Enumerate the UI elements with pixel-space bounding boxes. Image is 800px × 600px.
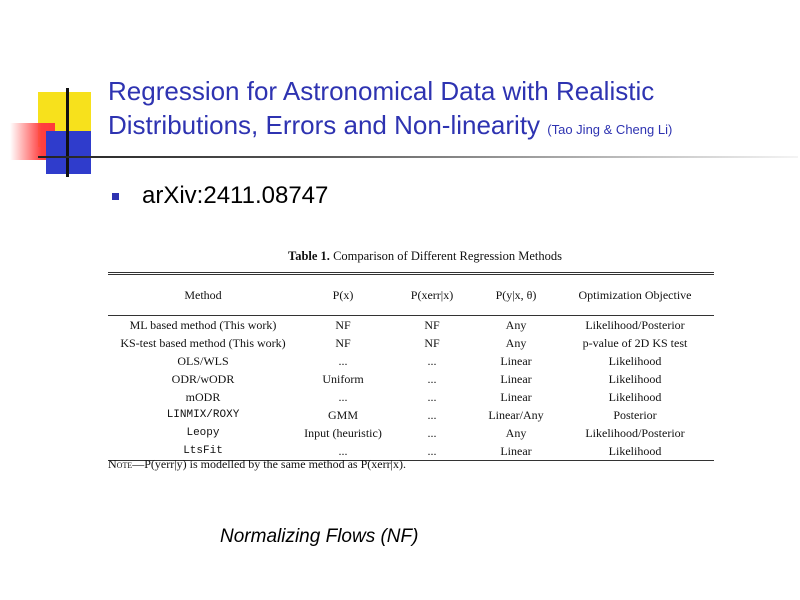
cell-method: mODR: [185, 389, 221, 404]
comparison-table: [108, 272, 714, 461]
cell-method: LtsFit: [108, 442, 298, 461]
table-caption-text: Comparison of Different Regression Methods: [333, 249, 562, 263]
cell-pxerr: NF: [424, 317, 440, 332]
cell-px: Uniform: [322, 371, 364, 386]
cell-py: Any: [505, 335, 527, 350]
cell-objective: Likelihood: [608, 353, 662, 368]
table-note-text: —P(yerr|y) is modelled by the same method as P(xerr|x).: [132, 457, 406, 471]
slide-title-line-2-text: Distributions, Errors and Non-linearity: [108, 110, 541, 140]
cell-py: Any: [505, 317, 527, 332]
cell-pxerr: ...: [427, 425, 437, 440]
cell-py: Linear: [500, 371, 532, 386]
cell-method: LINMIX/ROXY: [166, 409, 240, 421]
cell-px: GMM: [327, 407, 358, 422]
cell-method: ML based method (This work): [129, 317, 277, 332]
table-caption-label: Table 1.: [288, 249, 330, 263]
header-px: P(x): [298, 274, 388, 316]
table-row: [108, 370, 714, 388]
slide-title-line-1: Regression for Astronomical Data with Realistic: [108, 76, 655, 106]
bullet-item: [112, 182, 328, 210]
cell-objective: Likelihood: [608, 371, 662, 386]
cell-objective: Posterior: [613, 407, 657, 422]
cell-pxerr: ...: [427, 353, 437, 368]
square-bullet-icon: [112, 193, 119, 200]
cell-method: OLS/WLS: [177, 353, 229, 368]
cell-px: ...: [338, 389, 348, 404]
table-caption: [108, 249, 742, 264]
cell-pxerr: NF: [424, 335, 440, 350]
cell-pxerr: ...: [427, 407, 437, 422]
cell-pxerr: ...: [388, 442, 476, 461]
cell-px: NF: [335, 317, 351, 332]
cell-px: ...: [298, 442, 388, 461]
cell-py: Linear/Any: [488, 407, 544, 422]
header-objective: Optimization Objective: [556, 274, 714, 316]
cell-pxerr: ...: [427, 371, 437, 386]
cell-objective: Likelihood/Posterior: [585, 425, 685, 440]
normalizing-flows-label: Normalizing Flows (NF): [220, 526, 419, 547]
header-py: P(y|x, θ): [476, 274, 556, 316]
table-row: [108, 316, 714, 335]
decor-vertical-line: [66, 88, 69, 177]
table-row: [108, 388, 714, 406]
table-note: [108, 457, 406, 472]
cell-px: ...: [338, 353, 348, 368]
table-row: [108, 424, 714, 442]
cell-py: Linear: [476, 442, 556, 461]
cell-px: Input (heuristic): [304, 425, 382, 440]
cell-px: NF: [335, 335, 351, 350]
header-pxerr: P(xerr|x): [388, 274, 476, 316]
cell-py: Linear: [500, 353, 532, 368]
cell-pxerr: ...: [427, 389, 437, 404]
table-row: [108, 334, 714, 352]
slide-title-line-2: [108, 108, 672, 147]
table-row: [108, 352, 714, 370]
cell-objective: Likelihood/Posterior: [585, 317, 685, 332]
table-note-label: Note: [108, 457, 133, 471]
table-header-row: [108, 274, 714, 316]
cell-py: Any: [505, 425, 527, 440]
cell-method: KS-test based method (This work): [120, 335, 286, 350]
cell-method: Leopy: [186, 427, 220, 439]
arxiv-id: arXiv:2411.08747: [142, 182, 329, 209]
title-divider-line: [38, 156, 798, 158]
cell-objective: Likelihood: [608, 389, 662, 404]
table-row: [108, 406, 714, 424]
header-method: Method: [108, 274, 298, 316]
cell-method: ODR/wODR: [171, 371, 235, 386]
slide-title: [108, 74, 672, 147]
cell-objective: Likelihood: [556, 442, 714, 461]
cell-objective: p-value of 2D KS test: [582, 335, 688, 350]
slide-authors: (Tao Jing & Cheng Li): [547, 122, 673, 137]
cell-py: Linear: [500, 389, 532, 404]
